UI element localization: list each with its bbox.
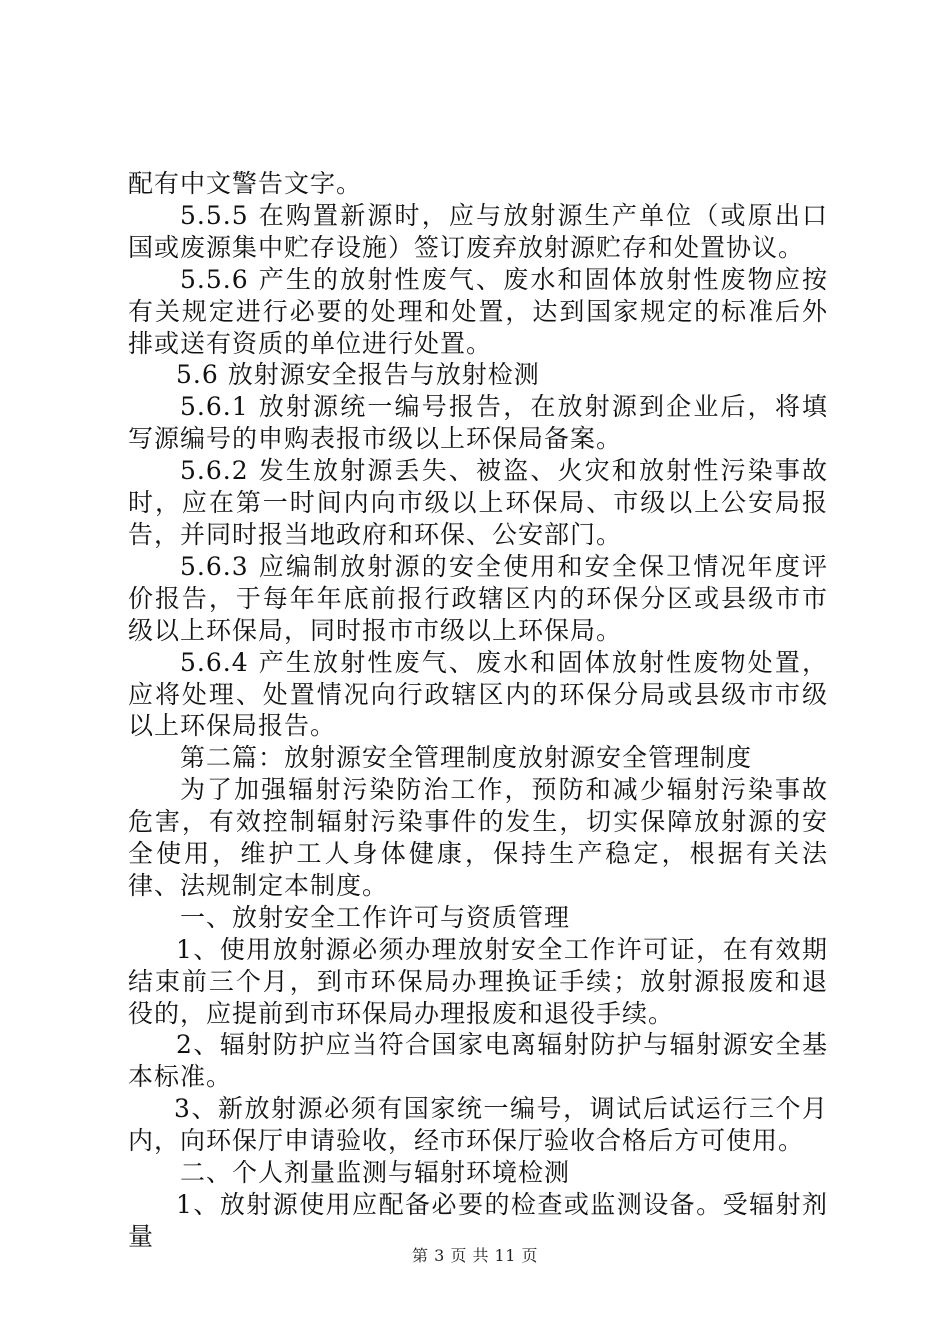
paragraph-5-5-5: 5.5.5 在购置新源时，应与放射源生产单位（或原出口国或废源集中贮存设施）签订废弃放射源贮存和处置协议。 xyxy=(128,200,828,262)
paragraph-item-1: 1、使用放射源必须办理放射安全工作许可证，在有效期结束前三个月，到市环保局办理换证手续；放射源报废和退役的，应提前到市环保局办理报废和退役手续。 xyxy=(128,934,828,1028)
section-heading-5-6: 5.6 放射源安全报告与放射检测 xyxy=(176,360,540,390)
paragraph-item-3: 3、新放射源必须有国家统一编号，调试后试运行三个月内，向环保厅申请验收，经市环保厅验收合格后方可使用。 xyxy=(128,1094,828,1156)
paragraph-5-6-2: 5.6.2 发生放射源丢失、被盗、火灾和放射性污染事故时，应在第一时间内向市级以上环保局、市级以上公安局报告，并同时报当地政府和环保、公安部门。 xyxy=(128,456,828,549)
section-heading-1: 一、放射安全工作许可与资质管理 xyxy=(180,902,571,932)
section-heading-2: 二、个人剂量监测与辐射环境检测 xyxy=(180,1158,571,1188)
paragraph-5-6-1: 5.6.1 放射源统一编号报告，在放射源到企业后，将填写源编号的申购表报市级以上环保局备案。 xyxy=(128,392,828,454)
paragraph-intro: 为了加强辐射污染防治工作，预防和减少辐射污染事故危害，有效控制辐射污染事件的发生，切实保障放射源的安全使用，维护工人身体健康，保持生产稳定，根据有关法律、法规制定本制度。 xyxy=(128,775,828,900)
paragraph-item-2-1: 1、放射源使用应配备必要的检查或监测设备。受辐射剂量 xyxy=(128,1190,828,1251)
paragraph-continuation: 配有中文警告文字。 xyxy=(128,169,363,198)
document-body xyxy=(128,168,828,1253)
paragraph-5-6-3: 5.6.3 应编制放射源的安全使用和安全保卫情况年度评价报告，于每年年底前报行政辖区内的环保分区或县级市市级以上环保局，同时报市市级以上环保局。 xyxy=(128,551,828,645)
paragraph-5-5-6: 5.5.6 产生的放射性废气、废水和固体放射性废物应按有关规定进行必要的处理和处置，达到国家规定的标准后外排或送有资质的单位进行处置。 xyxy=(128,264,828,358)
chapter-heading-part-two: 第二篇：放射源安全管理制度放射源安全管理制度 xyxy=(180,743,753,773)
paragraph-5-6-4: 5.6.4 产生放射性废气、废水和固体放射性废物处置，应将处理、处置情况向行政辖区内的环保分局或县级市市级以上环保局报告。 xyxy=(128,647,828,741)
page-footer: 第 3 页 共 11 页 xyxy=(412,1246,538,1265)
paragraph-item-2: 2、辐射防护应当符合国家电离辐射防护与辐射源安全基本标准。 xyxy=(128,1030,828,1092)
